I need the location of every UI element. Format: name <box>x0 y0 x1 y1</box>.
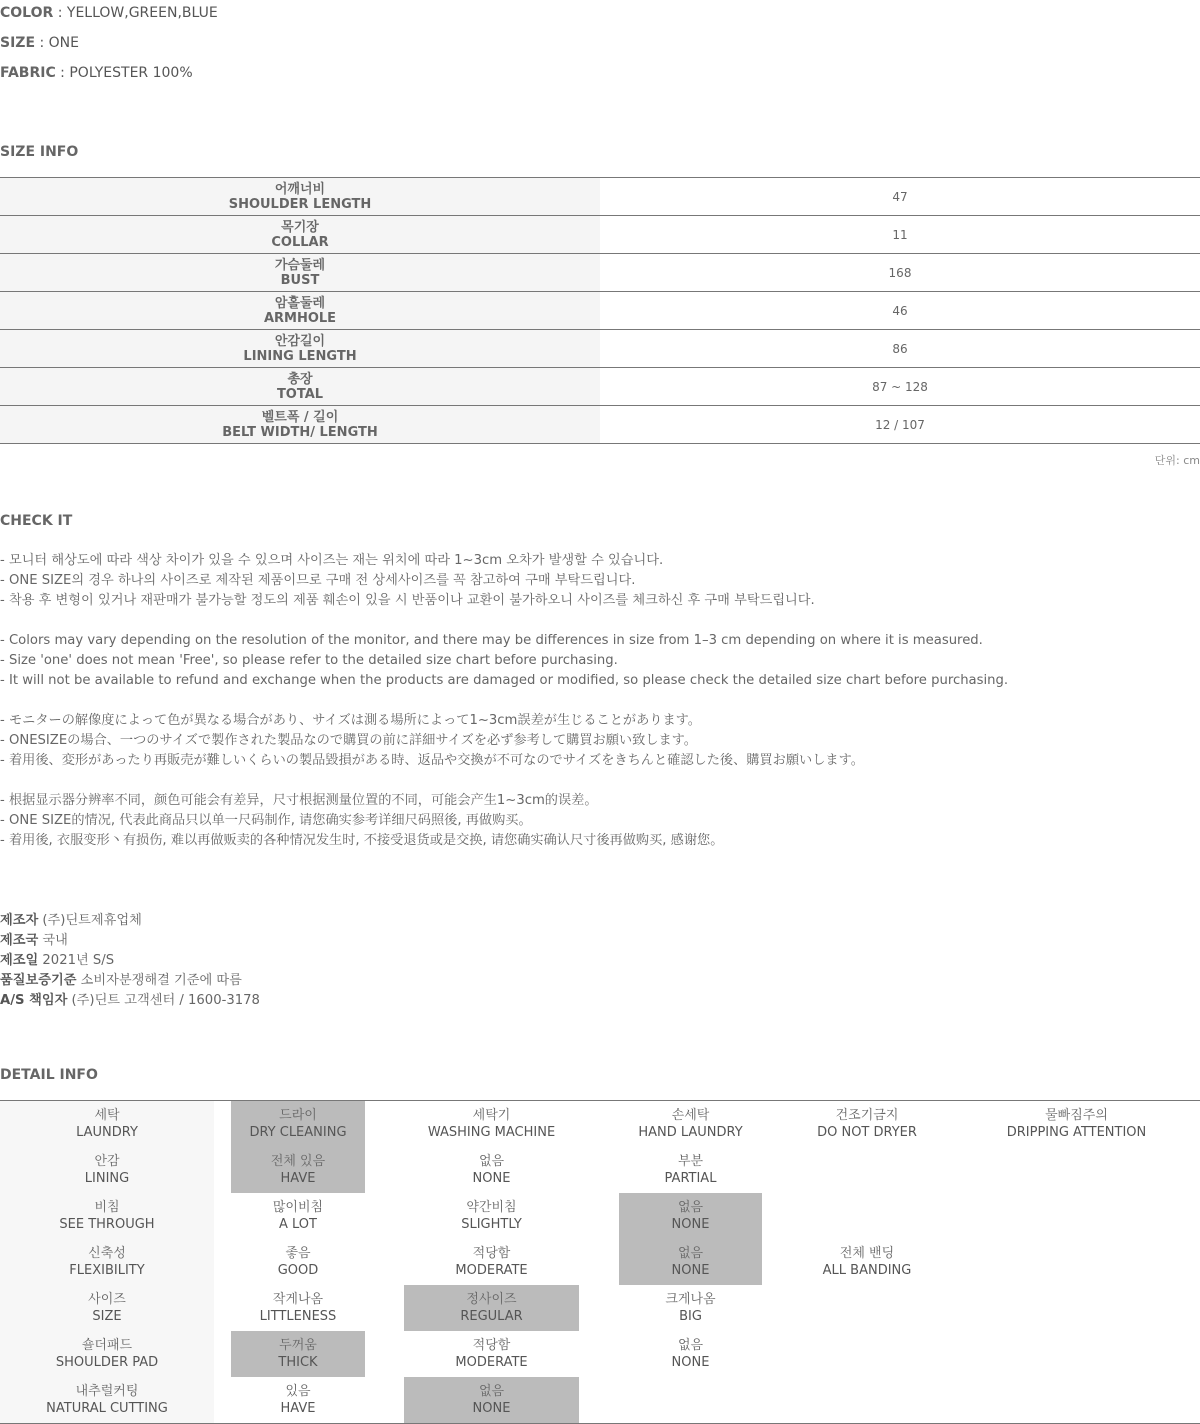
detail-ko: 많이비침 <box>272 1200 324 1215</box>
detail-ko: 없음 <box>677 1338 704 1353</box>
detail-ko: 안감 <box>94 1154 120 1169</box>
detail-ko: 두꺼움 <box>279 1338 317 1353</box>
size-row <box>0 330 1200 368</box>
note-line: - 모니터 해상도에 따라 색상 차이가 있을 수 있으며 사이즈는 재는 위치에 따라 1~3cm 오차가 발생할 수 있습니다. <box>0 553 664 568</box>
detail-row <box>0 1285 1200 1331</box>
detail-ko: 없음 <box>478 1154 505 1169</box>
detail-en: LAUNDRY <box>76 1125 138 1140</box>
detail-row <box>0 1147 1200 1193</box>
detail-ko: 비침 <box>94 1200 120 1215</box>
note-line: - モニターの解像度によって色が異なる場合があり、サイズは測る場所によって1~3cm誤差が生じることがあります。 <box>0 713 701 728</box>
size-label-ko: 안감길이 <box>274 333 326 349</box>
maker-value: 국내 <box>38 933 68 948</box>
note-line: - 착용 후 변형이 있거나 재판매가 불가능할 정도의 제품 훼손이 있을 시 반품이나 교환이 불가하오니 사이즈를 체크하신 후 구매 부탁드립니다. <box>0 593 815 608</box>
maker-value: (주)딘트 고객센터 / 1600-3178 <box>67 993 260 1008</box>
size-row-label <box>0 368 600 405</box>
size-row-label <box>0 216 600 253</box>
detail-option <box>787 1239 947 1285</box>
check-it-notes-ko <box>0 551 815 611</box>
size-row <box>0 406 1200 444</box>
detail-row-header <box>0 1285 214 1331</box>
detail-option-selected <box>231 1101 365 1147</box>
detail-en: NONE <box>472 1171 511 1186</box>
detail-option <box>404 1331 579 1377</box>
size-label-ko: 암홀둘레 <box>274 295 326 311</box>
detail-ko: 세탁 <box>94 1108 120 1123</box>
detail-en: NONE <box>671 1263 710 1278</box>
check-it-notes-en <box>0 631 1008 691</box>
size-row-label <box>0 406 600 443</box>
note-line: - ONE SIZE的情况, 代表此商品只以单一尺码制作, 请您确实参考详细尺码照後, 再做购买。 <box>0 813 532 828</box>
size-info-table <box>0 177 1200 444</box>
detail-en: SHOULDER PAD <box>55 1355 159 1370</box>
detail-en: ALL BANDING <box>822 1263 912 1278</box>
detail-en: FLEXIBILITY <box>69 1263 145 1278</box>
spec-fabric-value: : POLYESTER 100% <box>55 65 193 81</box>
detail-en: WASHING MACHINE <box>427 1125 556 1140</box>
detail-ko: 부분 <box>677 1154 704 1169</box>
detail-en: THICK <box>278 1355 318 1370</box>
detail-en: HAVE <box>280 1171 316 1186</box>
detail-option <box>619 1147 762 1193</box>
detail-ko: 드라이 <box>279 1108 317 1123</box>
spec-color-value: : YELLOW,GREEN,BLUE <box>53 5 218 21</box>
detail-option <box>953 1101 1200 1147</box>
detail-ko: 있음 <box>285 1384 311 1399</box>
detail-row <box>0 1101 1200 1147</box>
detail-option-selected <box>619 1239 762 1285</box>
detail-ko: 약간비침 <box>466 1200 517 1215</box>
detail-option <box>404 1101 579 1147</box>
detail-en: SLIGHTLY <box>461 1217 522 1232</box>
check-it-title: CHECK IT <box>0 513 73 529</box>
detail-option <box>231 1239 365 1285</box>
detail-en: MODERATE <box>455 1355 528 1370</box>
detail-ko: 적당함 <box>472 1246 511 1261</box>
size-row-label <box>0 330 600 367</box>
detail-ko: 신축성 <box>88 1246 126 1261</box>
size-row <box>0 254 1200 292</box>
size-row-label <box>0 178 600 215</box>
note-line: - Size 'one' does not mean 'Free', so please refer to the detailed size chart before purchasing. <box>0 653 618 668</box>
size-info-title: SIZE INFO <box>0 144 79 160</box>
detail-en: HAND LAUNDRY <box>638 1125 743 1140</box>
detail-en: BIG <box>679 1309 702 1324</box>
detail-en: LITTLENESS <box>259 1309 337 1324</box>
note-line: - ONESIZEの場合、一つのサイズで製作された製品なので購買の前に詳細サイズを必ず参考して購買お願い致します。 <box>0 733 697 748</box>
detail-ko: 전체 밴딩 <box>839 1246 895 1261</box>
detail-ko: 사이즈 <box>88 1292 126 1307</box>
detail-row <box>0 1331 1200 1377</box>
detail-en: NONE <box>671 1217 710 1232</box>
detail-row-header <box>0 1377 214 1423</box>
maker-label: 제조일 <box>0 953 39 968</box>
detail-ko: 크게나옴 <box>665 1292 716 1307</box>
maker-value: 2021년 S/S <box>38 953 115 968</box>
detail-en: PARTIAL <box>664 1171 717 1186</box>
size-label-ko: 가슴둘레 <box>274 257 326 273</box>
detail-row <box>0 1377 1200 1423</box>
size-label-en: SHOULDER LENGTH <box>228 196 372 212</box>
detail-ko: 숄더패드 <box>81 1338 133 1353</box>
detail-info-title: DETAIL INFO <box>0 1067 98 1083</box>
size-row-label <box>0 254 600 291</box>
detail-option <box>619 1101 762 1147</box>
detail-option <box>619 1331 762 1377</box>
size-unit: 단위: cm <box>1154 454 1200 467</box>
detail-option-selected <box>404 1285 579 1331</box>
check-it-notes-ja <box>0 711 864 771</box>
size-label-ko: 어깨너비 <box>274 181 326 197</box>
detail-ko: 작게나옴 <box>272 1292 324 1307</box>
detail-ko: 내추럴커팅 <box>75 1384 139 1399</box>
spec-color <box>0 5 218 21</box>
maker-line <box>0 911 260 931</box>
detail-en: MODERATE <box>455 1263 528 1278</box>
detail-en: DO NOT DRYER <box>817 1125 917 1140</box>
detail-ko: 없음 <box>478 1384 505 1399</box>
detail-ko: 적당함 <box>472 1338 511 1353</box>
detail-en: NATURAL CUTTING <box>46 1401 168 1416</box>
size-value: 86 <box>892 341 908 356</box>
detail-ko: 없음 <box>677 1200 704 1215</box>
note-line: - 根据显示器分辨率不同，颜色可能会有差异，尺寸根据测量位置的不同，可能会产生1~3cm的误差。 <box>0 793 598 808</box>
detail-en: NONE <box>671 1355 710 1370</box>
detail-ko: 정사이즈 <box>466 1292 517 1307</box>
detail-option <box>231 1377 365 1423</box>
size-value: 11 <box>892 227 908 242</box>
size-value: 47 <box>892 189 908 204</box>
detail-en: NONE <box>472 1401 511 1416</box>
detail-en: DRIPPING ATTENTION <box>1006 1125 1147 1140</box>
detail-en: SIZE <box>92 1309 122 1324</box>
maker-label: 제조자 <box>0 913 39 928</box>
detail-option <box>404 1147 579 1193</box>
maker-line <box>0 971 260 991</box>
note-line: - 着用後, 衣服变形丶有损伤, 难以再做贩卖的各种情况发生时, 不接受退货或是交换, 请您确实确认尺寸後再做购买, 感谢您。 <box>0 833 724 848</box>
size-label-en: TOTAL <box>276 386 324 402</box>
spec-fabric-label: FABRIC <box>0 65 56 81</box>
detail-info-table <box>0 1100 1200 1424</box>
note-line: - 着用後、変形があったり再販売が難しいくらいの製品毀損がある時、返品や交換が不可なのでサイズをきちんと確認した後、購買お願いします。 <box>0 753 864 768</box>
maker-label: 제조국 <box>0 933 39 948</box>
note-line: - ONE SIZE의 경우 하나의 사이즈로 제작된 제품이므로 구매 전 상세사이즈를 꼭 참고하여 구매 부탁드립니다. <box>0 573 636 588</box>
detail-en: REGULAR <box>460 1309 523 1324</box>
detail-en: DRY CLEANING <box>249 1125 347 1140</box>
detail-option <box>619 1285 762 1331</box>
spec-size <box>0 35 79 51</box>
size-label-en: LINING LENGTH <box>243 348 357 364</box>
detail-row <box>0 1239 1200 1285</box>
maker-line <box>0 991 260 1011</box>
detail-option-selected <box>619 1193 762 1239</box>
maker-line <box>0 951 260 971</box>
detail-option <box>404 1193 579 1239</box>
detail-option <box>404 1239 579 1285</box>
detail-option <box>787 1101 947 1147</box>
spec-fabric <box>0 65 193 81</box>
maker-line <box>0 931 260 951</box>
size-label-ko: 총장 <box>287 371 313 387</box>
maker-label: A/S 책임자 <box>0 993 68 1008</box>
size-value: 87 ~ 128 <box>872 379 928 394</box>
size-row <box>0 292 1200 330</box>
detail-ko: 전체 있음 <box>270 1154 326 1169</box>
detail-ko: 없음 <box>677 1246 704 1261</box>
detail-option <box>231 1193 365 1239</box>
detail-option-selected <box>231 1331 365 1377</box>
note-line: - It will not be available to refund and exchange when the products are damaged or modified, so please check the detailed size chart before purchasing. <box>0 673 1009 688</box>
detail-row-header <box>0 1331 214 1377</box>
size-label-en: BUST <box>280 272 320 288</box>
detail-ko: 손세탁 <box>671 1108 710 1123</box>
maker-value: (주)딘트제휴업체 <box>38 913 142 928</box>
maker-value: 소비자분쟁해결 기준에 따름 <box>76 973 242 988</box>
check-it-notes-zh <box>0 791 723 851</box>
detail-en: LINING <box>84 1171 130 1186</box>
maker-label: 품질보증기준 <box>0 973 77 988</box>
detail-row-header <box>0 1239 214 1285</box>
detail-en: GOOD <box>277 1263 319 1278</box>
detail-row-header <box>0 1101 214 1147</box>
detail-en: HAVE <box>280 1401 316 1416</box>
size-label-ko: 벨트폭 / 길이 <box>261 409 339 425</box>
size-label-ko: 목기장 <box>281 219 319 235</box>
size-label-en: COLLAR <box>271 234 329 250</box>
spec-size-value: : ONE <box>35 35 79 51</box>
detail-ko: 좋음 <box>285 1246 311 1261</box>
detail-en: SEE THROUGH <box>59 1217 155 1232</box>
size-row-label <box>0 292 600 329</box>
detail-option-selected <box>231 1147 365 1193</box>
size-label-en: ARMHOLE <box>263 310 337 326</box>
size-row <box>0 216 1200 254</box>
note-line: - Colors may vary depending on the resolution of the monitor, and there may be differences in size from 1–3 cm depending on where it is measured. <box>0 633 983 648</box>
detail-option-selected <box>404 1377 579 1423</box>
size-value: 12 / 107 <box>875 417 925 432</box>
detail-option <box>231 1285 365 1331</box>
size-value: 168 <box>888 265 912 280</box>
detail-row <box>0 1193 1200 1239</box>
size-row <box>0 178 1200 216</box>
detail-row-header <box>0 1193 214 1239</box>
size-value: 46 <box>892 303 908 318</box>
spec-color-label: COLOR <box>0 5 54 21</box>
detail-ko: 건조기금지 <box>835 1108 899 1123</box>
size-label-en: BELT WIDTH/ LENGTH <box>222 424 378 440</box>
detail-ko: 세탁기 <box>472 1108 511 1123</box>
detail-row-header <box>0 1147 214 1193</box>
size-row <box>0 368 1200 406</box>
detail-en: A LOT <box>279 1217 317 1232</box>
spec-size-label: SIZE <box>0 35 36 51</box>
maker-info <box>0 911 260 1011</box>
detail-ko: 물빠짐주의 <box>1045 1108 1108 1123</box>
